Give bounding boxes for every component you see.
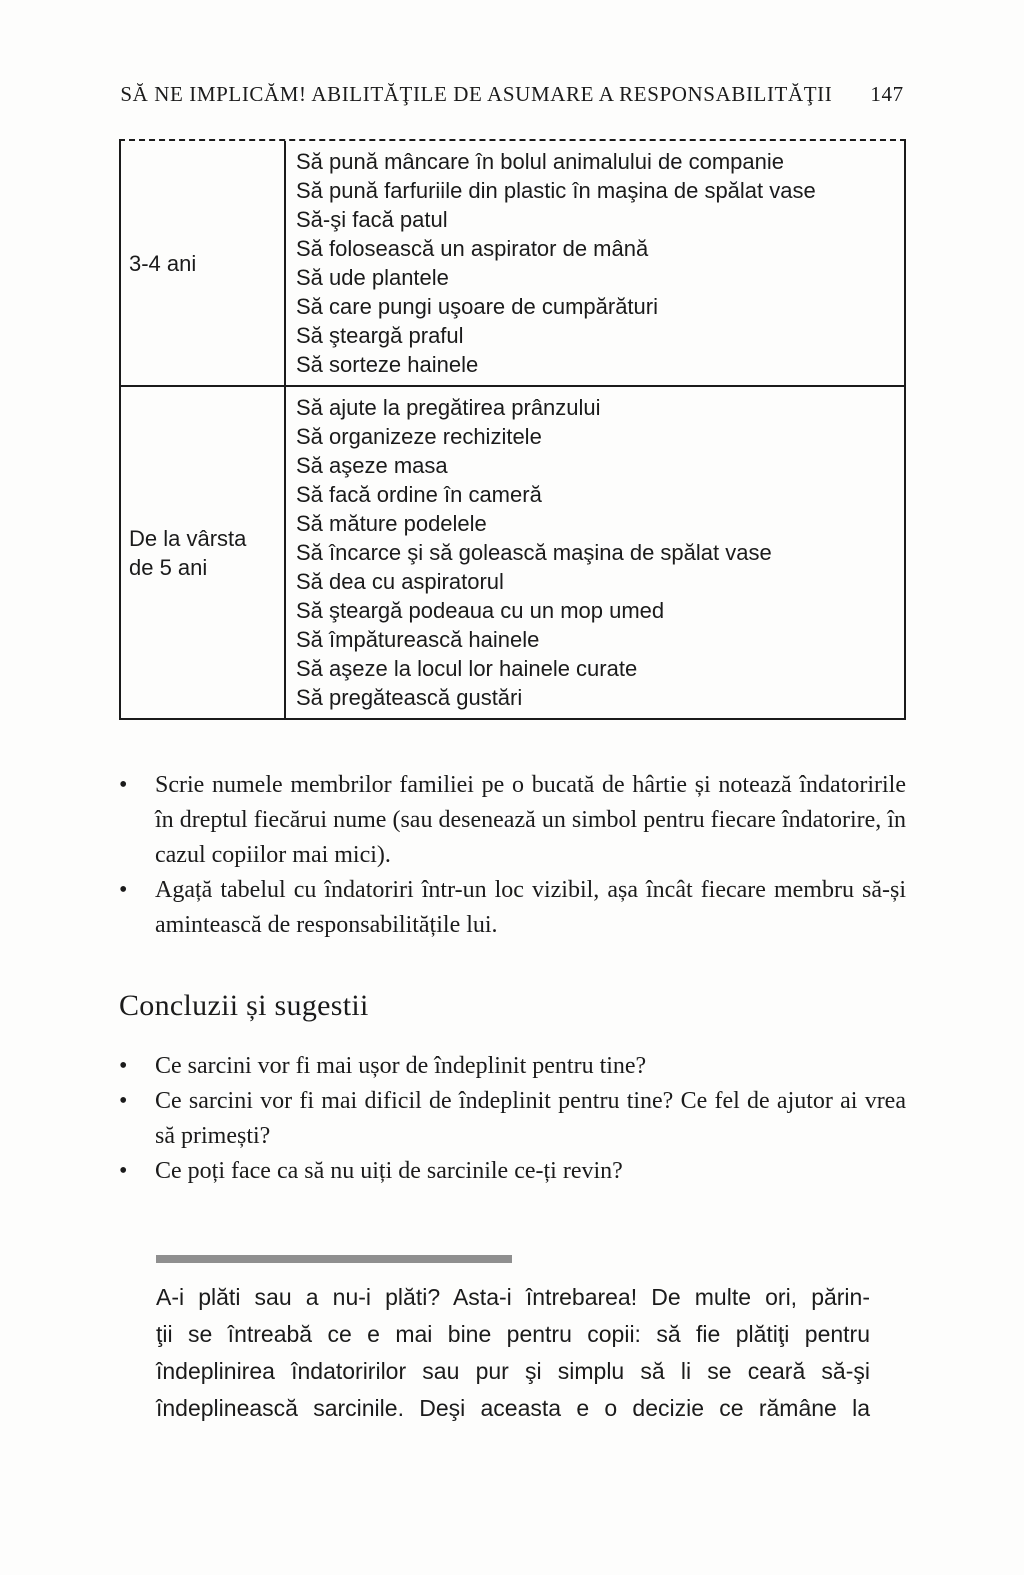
bullet-icon: • [119,877,128,903]
bullet-icon: • [119,1088,128,1114]
bullet-icon: • [119,1053,128,1079]
section-heading: Concluzii și sugestii [119,989,369,1022]
list-item-text: Ce sarcini vor fi mai dificil de îndeplinit pentru tine? Ce fel de ajutor ai vrea să primești? [155,1088,906,1149]
chores-table [119,139,906,720]
page-number: 147 [870,82,904,106]
list-item [119,1049,906,1084]
list-item [119,1084,906,1154]
footnote-line: îndeplinirea îndatoririlor sau pur şi simplu să li se ceară să-şi [156,1358,870,1384]
list-item-text: Agață tabelul cu îndatoriri într-un loc vizibil, așa încât fiecare membru să-și amintească de responsabilitățile lui. [155,877,906,938]
list-item [119,873,906,943]
task-item: Să împăturească hainele [296,627,540,652]
task-item: Să folosească un aspirator de mână [296,236,649,261]
task-item: Să ajute la pregătirea prânzului [296,395,601,420]
task-item: Să încarce şi să golească maşina de spălat vase [296,540,772,565]
footnote-line: ţii se întreabă ce e mai bine pentru copii: să fie plătiţi pentru [156,1321,870,1347]
list-item-text: Ce poți face ca să nu uiți de sarcinile ce-ți revin? [155,1158,623,1184]
tasks-cell [286,141,904,385]
age-cell: De la vârsta de 5 ani [121,387,286,718]
task-item: Să facă ordine în cameră [296,482,542,507]
chapter-title: SĂ NE IMPLICĂM! ABILITĂŢILE DE ASUMARE A RESPONSABILITĂŢII [120,82,833,106]
task-item: Să pregătească gustări [296,685,523,710]
task-item: Să sorteze hainele [296,352,479,377]
footnote-text [156,1279,870,1427]
task-item: Să aşeze masa [296,453,448,478]
task-item: Să şteargă podeaua cu un mop umed [296,598,665,623]
footnote-line: A-i plăti sau a nu-i plăti? Asta-i întrebarea! De multe ori, părin- [156,1284,870,1310]
list-item-text: Scrie numele membrilor familiei pe o bucată de hârtie și notează îndatoririle în dreptul fiecărui nume (sau desenează un simbol pentru fiecare îndatorire, în cazul copiilor mai mici). [155,772,906,868]
task-item: Să şteargă praful [296,323,464,348]
bullet-icon: • [119,1158,128,1184]
instructions-list [0,768,1024,943]
age-cell: 3-4 ani [121,141,286,385]
task-item: Să măture podelele [296,511,487,536]
task-item: Să organizeze rechizitele [296,424,542,449]
table-row-age-5-plus [121,385,904,718]
bullet-icon: • [119,772,128,798]
table-row-age-3-4 [121,141,904,385]
list-item [119,768,906,873]
task-item: Să dea cu aspiratorul [296,569,504,594]
task-item: Să ude plantele [296,265,449,290]
task-item: Să care pungi uşoare de cumpărături [296,294,658,319]
conclusions-list [0,1049,1024,1189]
list-item-text: Ce sarcini vor fi mai ușor de îndeplinit pentru tine? [155,1053,647,1079]
task-item: Să pună farfuriile din plastic în maşina de spălat vase [296,178,816,203]
footnote-line: îndeplinească sarcinile. Deşi aceasta e o decizie ce rămâne la [156,1395,870,1421]
tasks-cell [286,387,904,718]
task-item: Să pună mâncare în bolul animalului de companie [296,149,784,174]
list-item [119,1154,906,1189]
task-item: Să aşeze la locul lor hainele curate [296,656,638,681]
task-item: Să-şi facă patul [296,207,448,232]
footnote-divider [156,1255,512,1263]
running-header [0,0,1024,107]
